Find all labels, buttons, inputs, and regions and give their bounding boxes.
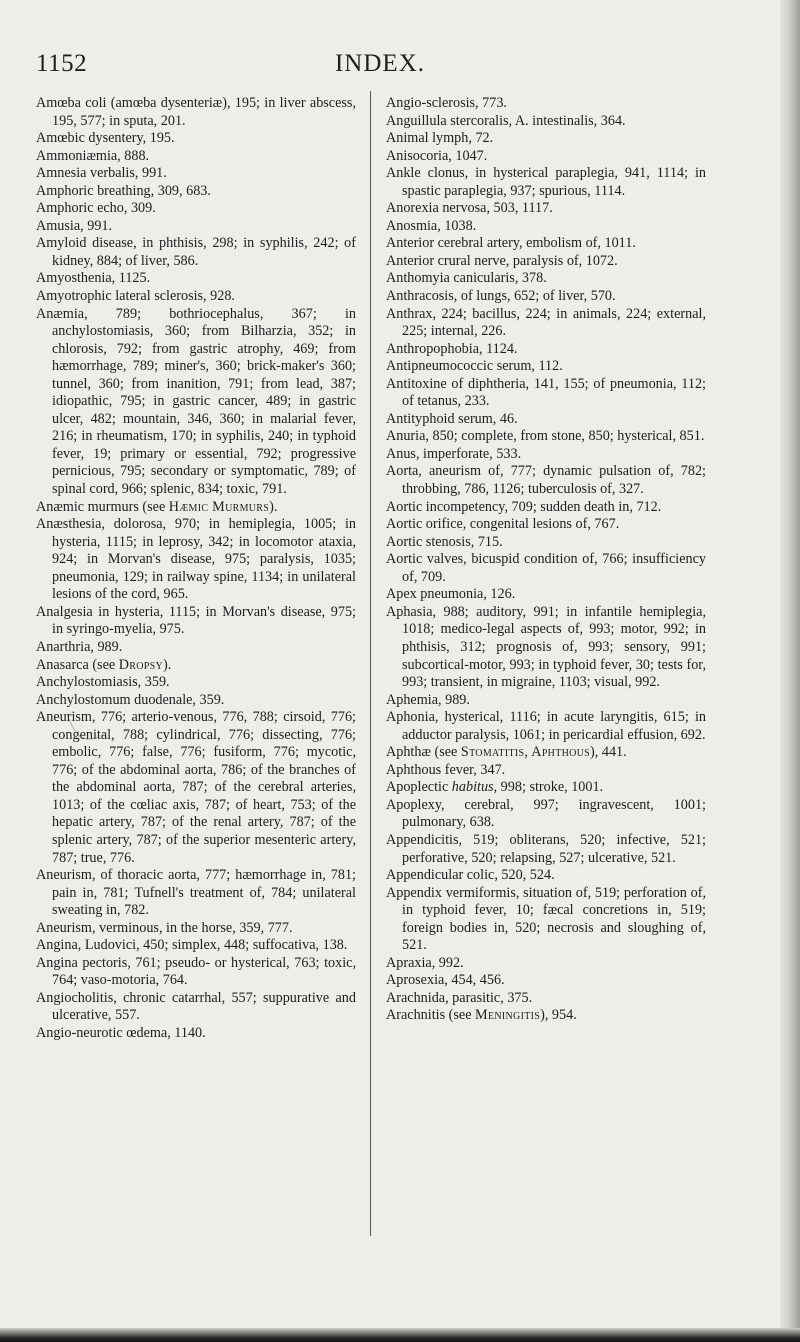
index-entry: Angina pectoris, 761; pseudo- or hysterical, 763; toxic, 764; vaso-motoria, 764. <box>36 954 356 989</box>
entry-text: Anasarca (see <box>36 656 119 673</box>
index-entry: Aphonia, hysterical, 1116; in acute laryngitis, 615; in adductor paralysis, 1061; in pericardial effusion, 692. <box>386 709 706 743</box>
index-entry <box>386 744 706 762</box>
index-entry: Aortic orifice, congenital lesions of, 767. <box>386 516 620 533</box>
index-entry: Angio-sclerosis, 773. <box>386 95 507 111</box>
index-entry: Ankle clonus, in hysterical paraplegia, 941, 1114; in spastic paraplegia, 937; spurious, 1114. <box>386 165 706 199</box>
index-entry: Angina, Ludovici, 450; simplex, 448; suffocativa, 138. <box>36 937 348 954</box>
index-entry: Anisocoria, 1047. <box>386 147 488 164</box>
index-entry: Anchylostomiasis, 359. <box>36 674 170 691</box>
index-entry: Apoplexy, cerebral, 997; ingravescent, 1001; pulmonary, 638. <box>386 796 706 831</box>
index-entry: Ammoniæmia, 888. <box>36 147 150 164</box>
index-entry: Anarthria, 989. <box>36 638 123 655</box>
index-entry: Anæmia, 789; bothriocephalus, 367; in anchylostomiasis, 360; from Bilharzia, 352; in chlorosis, 792; from gastric atrophy, 469; from hæmorrhage, 789; miner's, 360; brick-maker's 360; tunnel, 360; from inanition, 791; from lead, 387; idiopathic, 795; in gastric cancer, 489; in gastric ulcer, 482; mountain, 346, 360; in malarial fever, 216; in rheumatism, 170; in syphilis, 240; in typhoid fever, 19; primary or essential, 792; progressive pernicious, 795; secondary or symptomatic, 789; of spinal cord, 966; splenic, 834; toxic, 791. <box>36 305 356 498</box>
index-entry: Aortic stenosis, 715. <box>386 533 503 550</box>
page-header <box>36 44 724 84</box>
index-entry: Anæsthesia, dolorosa, 970; in hemiplegia, 1005; in hysteria, 1115; in leprosy, 342; in locomotor ataxia, 924; in Morvan's disease, 975; paralysis, 1035; pneumonia, 129; in railway spine, 1134; in unilateral lesions of the cord, 965. <box>36 516 356 603</box>
index-entry: Amphoric breathing, 309, 683. <box>36 182 211 199</box>
index-entry: Amphoric echo, 309. <box>36 200 156 217</box>
running-head: INDEX. <box>334 50 425 77</box>
index-entry: Aphasia, 988; auditory, 991; in infantile hemiplegia, 1018; medico-legal aspects of, 993; motor, 992; in phthisis, 312; prognosis of, 993; sensory, 991; subcortical-motor, 993; in typhoid fever, 30; tests for, 993; transient, in migraine, 1103; visual, 992. <box>386 603 706 691</box>
entry-text: ). <box>269 498 278 515</box>
index-entry: Anus, imperforate, 533. <box>386 445 522 462</box>
index-entry: Anosmia, 1038. <box>386 217 477 234</box>
index-entry: Aneurism, of thoracic aorta, 777; hæmorrhage in, 781; pain in, 781; Tufnell's treatment of, 784; unilateral sweating in, 782. <box>36 867 356 919</box>
index-entry: Amnesia verbalis, 991. <box>36 165 167 182</box>
index-entry: Amyloid disease, in phthisis, 298; in syphilis, 242; of kidney, 884; of liver, 586. <box>36 235 356 269</box>
page-number: 1152 <box>36 50 88 77</box>
index-entry: Aprosexia, 454, 456. <box>386 972 505 989</box>
index-entry: Amœba coli (amœba dysenteriæ), 195; in liver abscess, 195, 577; in sputa, 201. <box>36 95 356 129</box>
index-column-left <box>36 95 356 1043</box>
index-entry: Anterior cerebral artery, embolism of, 1011. <box>386 235 636 252</box>
entry-text: ), 441. <box>590 744 627 761</box>
index-entry: Appendicitis, 519; obliterans, 520; infective, 521; perforative, 520; relapsing, 527; ulcerative, 521. <box>386 831 706 866</box>
index-entry: Aortic valves, bicuspid condition of, 766; insufficiency of, 709. <box>386 551 706 585</box>
index-entry: Amyosthenia, 1125. <box>36 270 151 287</box>
index-entry: Anguillula stercoralis, A. intestinalis, 364. <box>386 112 626 129</box>
cross-reference: Stomatitis, Aphthous <box>460 744 591 761</box>
entry-text: ), 954. <box>540 1007 577 1024</box>
index-entry <box>36 657 356 675</box>
index-entry: Aneurism, verminous, in the horse, 359, 777. <box>36 919 293 936</box>
index-entry: Appendicular colic, 520, 524. <box>386 867 555 884</box>
index-column-right <box>386 95 706 1025</box>
entry-text: ). <box>163 656 172 673</box>
index-entry: Anthrax, 224; bacillus, 224; in animals, 224; external, 225; internal, 226. <box>386 305 706 340</box>
index-entry: Antipneumococcic serum, 112. <box>386 358 563 375</box>
entry-text: Apoplectic <box>386 779 452 796</box>
index-entry: Aneurism, 776; arterio-venous, 776, 788; cirsoid, 776; congenital, 788; cylindrical, 776; dissecting, 776; embolic, 776; false, 776; fusiform, 776; mycotic, 776; of the abdominal aorta, 786; of the branches of the abdominal aorta, 787; of the cerebral arteries, 1013; of the cœliac axis, 787; of heart, 753; of the hepatic artery, 787; of the renal artery, 787; of the splenic artery, 787; of the superior mesenteric artery, 787; true, 776. <box>36 709 356 866</box>
entry-text: Arachnitis (see <box>386 1007 476 1024</box>
index-entry <box>386 779 706 797</box>
index-entry: Antitoxine of diphtheria, 141, 155; of pneumonia, 112; of tetanus, 233. <box>386 375 706 410</box>
index-entry: Anterior crural nerve, paralysis of, 1072. <box>386 252 618 269</box>
index-entry: Antityphoid serum, 46. <box>386 410 518 427</box>
index-entry: Anthropophobia, 1124. <box>386 340 518 357</box>
index-entry: Aphemia, 989. <box>386 691 470 708</box>
index-entry: Angio-neurotic œdema, 1140. <box>36 1024 206 1041</box>
index-entry <box>386 1007 706 1025</box>
scan-bottom-edge <box>0 1328 800 1342</box>
index-entry <box>36 499 356 517</box>
entry-text: Anæmic murmurs (see <box>36 498 169 515</box>
index-entry: Amyotrophic lateral sclerosis, 928. <box>36 288 235 305</box>
index-entry: Aphthous fever, 347. <box>386 761 506 778</box>
index-entry: Anorexia nervosa, 503, 1117. <box>386 200 553 217</box>
index-entry: Apraxia, 992. <box>386 954 464 971</box>
index-entry: Aorta, aneurism of, 777; dynamic pulsation of, 782; throbbing, 786, 1126; tuberculosis of, 327. <box>386 463 706 498</box>
index-entry: Animal lymph, 72. <box>386 130 494 147</box>
italic-term: habitus <box>451 779 494 796</box>
index-entry: Amœbic dysentery, 195. <box>36 130 175 147</box>
index-entry: Amusia, 991. <box>36 217 113 234</box>
cross-reference: Hæmic Murmurs <box>168 498 270 515</box>
entry-text: , 998; stroke, 1001. <box>493 779 604 796</box>
cross-reference: Dropsy <box>118 656 164 673</box>
index-entry: Apex pneumonia, 126. <box>386 586 516 603</box>
page-edge <box>780 0 800 1342</box>
index-entry: Arachnida, parasitic, 375. <box>386 989 533 1006</box>
index-entry: Anthomyia canicularis, 378. <box>386 270 547 287</box>
index-entry: Anthracosis, of lungs, 652; of liver, 570. <box>386 288 616 305</box>
index-entry: Anuria, 850; complete, from stone, 850; hysterical, 851. <box>386 428 705 445</box>
entry-text: Aphthæ (see <box>386 744 461 761</box>
cross-reference: Meningitis <box>475 1007 541 1024</box>
index-entry: Aortic incompetency, 709; sudden death in, 712. <box>386 498 662 515</box>
index-entry: Anchylostomum duodenale, 359. <box>36 691 225 708</box>
index-entry: Analgesia in hysteria, 1115; in Morvan's disease, 975; in syringo-myelia, 975. <box>36 603 356 638</box>
index-entry: Appendix vermiformis, situation of, 519; perforation of, in typhoid fever, 10; fæcal concretions in, 519; foreign bodies in, 520; necrosis and sloughing of, 521. <box>386 884 706 954</box>
index-entry: Angiocholitis, chronic catarrhal, 557; suppurative and ulcerative, 557. <box>36 989 356 1024</box>
column-divider <box>370 91 371 1236</box>
